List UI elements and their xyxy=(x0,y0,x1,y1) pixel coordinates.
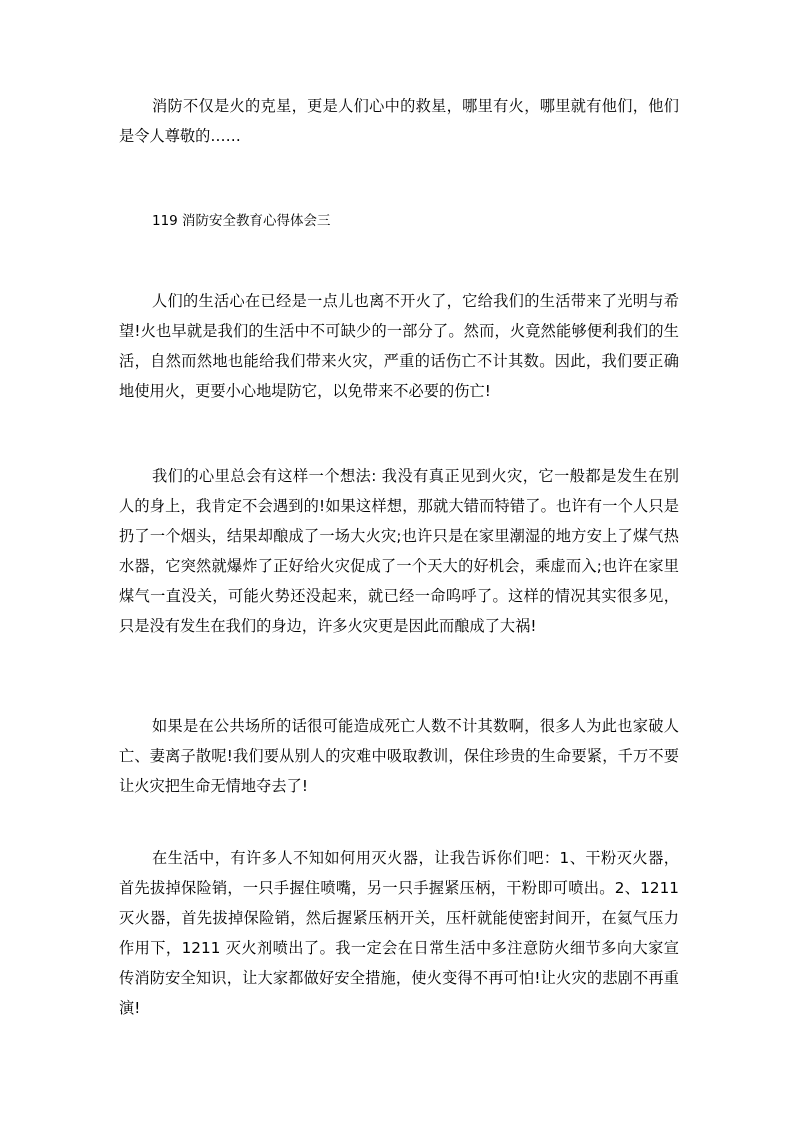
paragraph-public-places: 如果是在公共场所的话很可能造成死亡人数不计其数啊，很多人为此也家破人亡、妻离子散呢!我们要从别人的灾难中吸取教训，保住珍贵的生命要紧，千万不要让火灾把生命无情地夺去了! xyxy=(119,717,679,795)
paragraph-extinguisher-guide: 在生活中，有许多人不知如何用灭火器，让我告诉你们吧：1、干粉灭火器，首先拔掉保险销，一只手握住喷嘴，另一只手握紧压柄，干粉即可喷出。2、1211 灭火器，首先拔掉保险销，然后握紧压柄开关，压杆就能使密封间开，在氦气压力作用下，1211 灭火剂喷出了。我一定会在日常生活中多注意防火细节多向大家宣传消防安全知识，让大家都做好安全措施，使火变得不再可怕!让火灾的悲剧不再重演! xyxy=(119,849,679,1017)
section-heading: 119 消防安全教育心得体会三 xyxy=(152,213,331,229)
paragraph-firefighter-praise: 消防不仅是火的克星，更是人们心中的救星，哪里有火，哪里就有他们，他们是令人尊敬的…… xyxy=(119,97,679,145)
paragraph-fire-hazards: 我们的心里总会有这样一个想法: 我没有真正见到火灾，它一般都是发生在别人的身上，我肯定不会遇到的!如果这样想，那就大错而特错了。也许有一个人只是扔了一个烟头，结果却酿成了一场大火灾;也许只是在家里潮湿的地方安上了煤气热水器，它突然就爆炸了正好给火灾促成了一个天大的好机会，乘虚而入;也许在家里煤气一直没关，可能火势还没起来，就已经一命呜呼了。这样的情况其实很多见，只是没有发生在我们的身边，许多火灾更是因此而酿成了大祸! xyxy=(119,467,679,635)
paragraph-fire-in-life: 人们的生活心在已经是一点儿也离不开火了，它给我们的生活带来了光明与希望!火也早就是我们的生活中不可缺少的一部分了。然而，火竟然能够便利我们的生活，自然而然地也能给我们带来火灾，严重的话伤亡不计其数。因此，我们要正确地使用火，更要小心地堤防它，以免带来不必要的伤亡! xyxy=(119,292,679,400)
